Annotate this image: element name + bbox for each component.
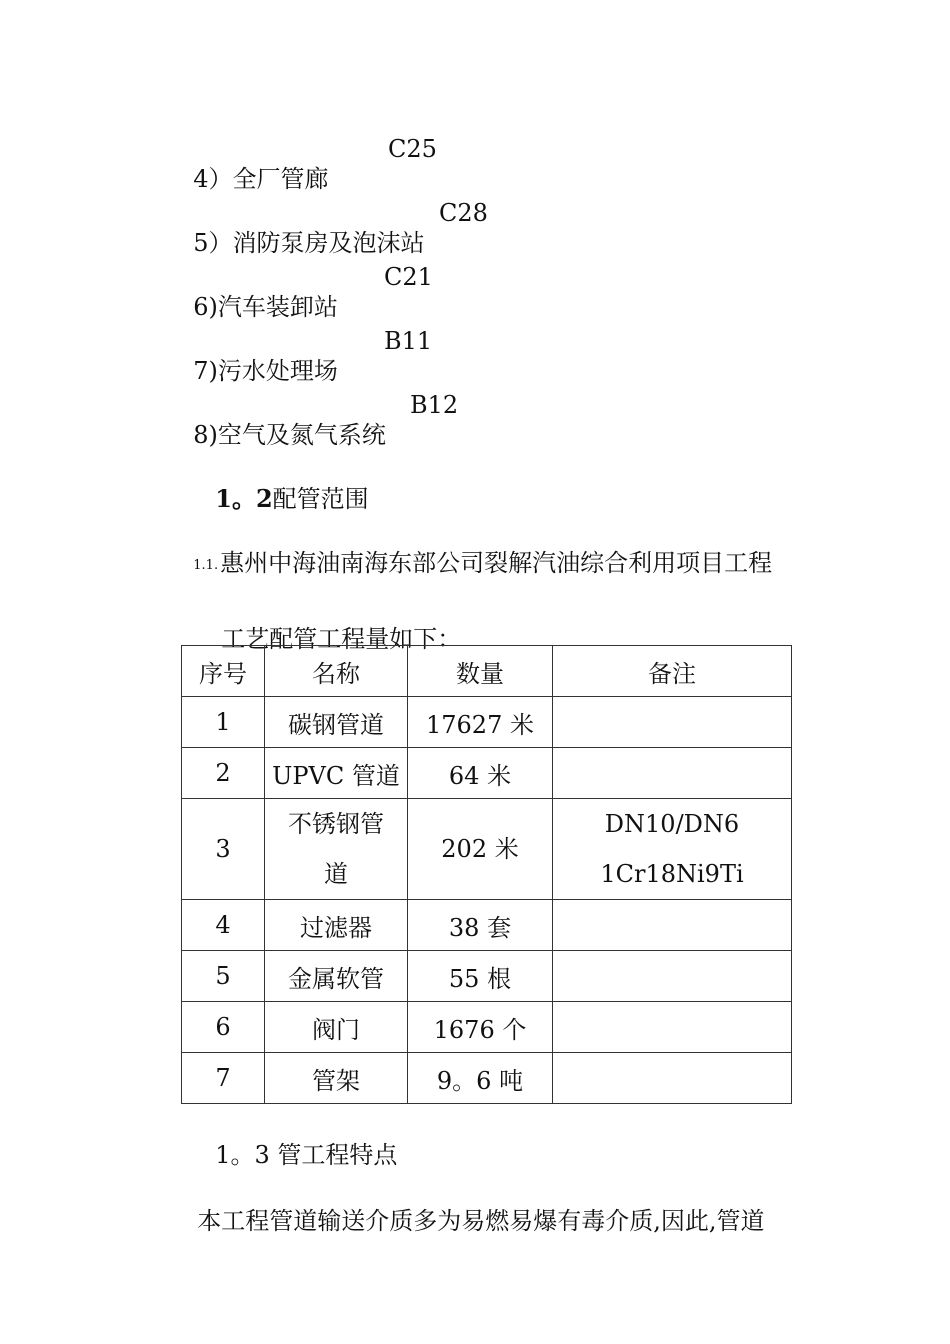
- paragraph-text: 本工程管道输送介质多为易燃易爆有毒介质,因此,管道: [197, 1207, 765, 1235]
- cell-name: [265, 799, 408, 900]
- list-item-label: 6)汽车装卸站: [193, 293, 338, 321]
- table-header-row: [182, 646, 792, 697]
- list-item-label: 7)污水处理场: [193, 357, 338, 385]
- body-paragraph: [182, 1176, 765, 1236]
- cell-quantity: 17627 米: [408, 697, 553, 748]
- header-notes: 备注: [553, 646, 792, 697]
- list-item-code: B12: [410, 391, 459, 419]
- table-row: [182, 1002, 792, 1053]
- cell-quantity: 55 根: [408, 951, 553, 1002]
- cell-notes: [553, 1053, 792, 1104]
- cell-quantity: 64 米: [408, 748, 553, 799]
- cell-name-line: 道: [324, 860, 348, 888]
- cell-index: 3: [182, 799, 265, 900]
- scope-text-2: 工艺配管工程量如下：: [221, 625, 462, 653]
- list-item-label: 5）消防泵房及泡沫站: [193, 229, 425, 257]
- cell-index: 1: [182, 697, 265, 748]
- cell-quantity: 38 套: [408, 900, 553, 951]
- cell-index: 7: [182, 1053, 265, 1104]
- section-title: 配管范围: [272, 485, 369, 513]
- cell-notes: [553, 1002, 792, 1053]
- cell-index: 2: [182, 748, 265, 799]
- table-row: [182, 1053, 792, 1104]
- cell-name: 金属软管: [265, 951, 408, 1002]
- list-item-code: C28: [439, 199, 488, 227]
- list-item-code: C25: [388, 135, 437, 163]
- cell-notes: [553, 697, 792, 748]
- section-title: 1。3 管工程特点: [215, 1141, 398, 1169]
- paragraph-number: 1.1.: [193, 558, 219, 573]
- header-quantity: 数量: [408, 646, 553, 697]
- table-row: [182, 748, 792, 799]
- scope-paragraph: [178, 518, 772, 581]
- quantity-table: [181, 645, 792, 1104]
- table-row: [182, 900, 792, 951]
- cell-name-line: 不锈钢管: [288, 810, 384, 838]
- list-item-code: B11: [384, 327, 433, 355]
- cell-notes: [553, 951, 792, 1002]
- cell-notes: [553, 900, 792, 951]
- cell-quantity: 9。6 吨: [408, 1053, 553, 1104]
- cell-notes: [553, 799, 792, 900]
- cell-index: 5: [182, 951, 265, 1002]
- cell-quantity: 202 米: [408, 799, 553, 900]
- section-heading-1-3: [200, 1110, 397, 1170]
- header-name: 名称: [265, 646, 408, 697]
- cell-name: 碳钢管道: [265, 697, 408, 748]
- cell-name: UPVC 管道: [265, 748, 408, 799]
- scope-text: 惠州中海油南海东部公司裂解汽油综合利用项目工程: [220, 549, 773, 577]
- cell-notes: [553, 748, 792, 799]
- cell-name: 阀门: [265, 1002, 408, 1053]
- cell-index: 4: [182, 900, 265, 951]
- table-row: [182, 951, 792, 1002]
- cell-notes-line: 1Cr18Ni9Ti: [600, 860, 744, 888]
- list-item-label: 8)空气及氮气系统: [193, 421, 386, 449]
- list-item-code: C21: [384, 263, 433, 291]
- section-number: 1。2: [215, 484, 273, 513]
- list-item-label: 4）全厂管廊: [193, 165, 329, 193]
- table-row: [182, 697, 792, 748]
- header-index: 序号: [182, 646, 265, 697]
- table-row: [182, 799, 792, 900]
- cell-index: 6: [182, 1002, 265, 1053]
- cell-quantity: 1676 个: [408, 1002, 553, 1053]
- cell-name: 管架: [265, 1053, 408, 1104]
- section-heading-1-2: [200, 454, 369, 514]
- cell-name: 过滤器: [265, 900, 408, 951]
- cell-notes-line: DN10/DN6: [604, 810, 740, 838]
